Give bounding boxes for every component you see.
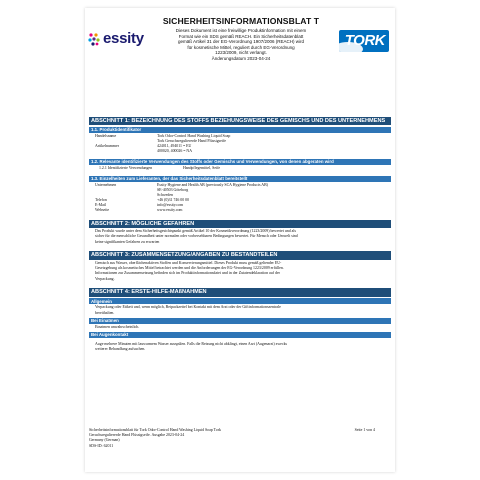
row-label: 1.2.1 Identifizierte Verwendungen (99, 166, 153, 171)
subtitle-line: gemäß Artikel 31 der EG-Verordnung 1907/2006 (REACH) wird (177, 39, 305, 45)
row-label: Webseite (95, 208, 110, 213)
subsection-1-2-heading: 1.2. Relevante identifizierte Verwendungen des Stoffs oder Gemischs und Verwendungen, von denen abgeraten wird (89, 159, 391, 165)
text-line: sicher für die menschliche Gesundheit unter normalen oder vorhersehbaren Bedingungen bewertet. Für Mensch oder Umwelt sind (95, 234, 298, 239)
text-line: bereithalten. (95, 310, 115, 315)
section-3-text (89, 260, 391, 283)
row-label: Handelsname (95, 134, 117, 139)
subsection-1-3-heading: 1.3. Einzelheiten zum Lieferanten, der das Sicherheitsdatenblatt bereitstellt (89, 176, 391, 182)
section-4-heading: ABSCHNITT 4: ERSTE-HILFE-MAßNAHMEN (89, 288, 391, 296)
text-line: Einatmen unwahrscheinlich. (95, 324, 140, 329)
text-line: keine signifikanten Gefahren zu erwarten (95, 239, 160, 244)
row-value: 424011, 494011 = EU (157, 144, 192, 149)
section-2-text (89, 228, 391, 245)
revision-date: Änderungsdatum 2023-04-24 (211, 55, 271, 61)
row-value: +46 (0)31 746 00 00 (157, 198, 190, 203)
row-value: Essity Hygiene and Health AB (previously SCA Hygiene Products AB) (157, 182, 268, 187)
tork-logo (339, 30, 389, 52)
section-3-heading: ABSCHNITT 3: ZUSAMMENSETZUNG/ANGABEN ZU BESTANDTEILEN (89, 251, 391, 259)
text-line: Informationen zur Zusammensetzung befinden sich im Produktinformationsdatei und in der Zutatendeklaration auf der (95, 271, 280, 276)
document-header (85, 8, 395, 114)
info-row (89, 149, 391, 154)
row-value: Schweden (157, 193, 173, 198)
document-subtitle (153, 28, 329, 62)
subtitle-line: für kosmetische Mittel, reguliert durch EG-Verordnung (187, 44, 295, 50)
text-line: Auge mehrere Minuten mit lauwarmem Wasser ausspülen. Falls die Reizung nicht abklingt, einen Arzt (Augenarzt) zwecks (95, 341, 288, 346)
row-value: SE-40503 Göteborg (157, 188, 189, 193)
section-3 (89, 245, 391, 282)
document-footer (89, 428, 391, 449)
row-label: Artikelnummer (95, 144, 119, 149)
row-value: Tork Odor-Control Hand Washing Liquid Soap (157, 134, 231, 139)
essity-logo (87, 30, 144, 47)
row-label: E-Mail (95, 203, 107, 208)
subsection-1-1-heading: 1.1. Produktidentifikator (89, 127, 391, 133)
general-heading: Allgemein (89, 298, 391, 304)
footer-line: Sicherheitsinformationsblatt für Tork Odor-Control Hand Washing Liquid Soap Tork (89, 428, 221, 432)
section-4 (89, 282, 391, 353)
row-value: 400020, 400026 = NA (157, 149, 193, 154)
eye-contact-text (89, 338, 391, 353)
row-label: Telefon (95, 198, 107, 203)
essity-wordmark: essity (103, 30, 144, 47)
inhalation-heading: Bei Einatmen (89, 318, 391, 324)
subsection-1-2-rows (89, 166, 391, 171)
text-line: weiterer Behandlung aufsuchen. (95, 347, 146, 352)
text-line: Das Produkt wurde unter dem Sicherheitsgesichtspunkt gemäß Artikel 10 der Kosmetikverordnung (1223/2009) bewertet und als (95, 228, 296, 233)
section-2-heading: ABSCHNITT 2: MÖGLICHE GEFAHREN (89, 220, 391, 228)
info-row (89, 166, 391, 171)
document-page (85, 8, 395, 472)
row-label (89, 149, 157, 154)
row-label: Unternehmen (95, 182, 117, 187)
general-text (89, 304, 391, 316)
eye-contact-heading: Bei Augenkontakt (89, 332, 391, 338)
subtitle-line: Format wie ein SDS gemäß REACH. Ein Sicherheitsdatenblatt (178, 33, 304, 39)
subtitle-line: 1223/2009, nicht verlangt. (215, 50, 267, 56)
document-title: SICHERHEITSINFORMATIONSBLAT T (162, 16, 320, 26)
section-1 (89, 117, 391, 214)
info-row (89, 208, 391, 213)
footer-line: Germany (German) (89, 438, 120, 443)
inhalation-text (89, 324, 391, 330)
section-1-heading: ABSCHNITT 1: BEZEICHNUNG DES STOFFS BEZIEHUNGSWEISE DES GEMISCHS UND DES UNTERNEHMENS (89, 117, 391, 125)
page-number: Seite 1 von 4 (354, 428, 375, 432)
tork-wordmark: TORK (344, 32, 385, 49)
section-2 (89, 214, 391, 246)
row-value: Tork Geruchsreguliererde Hand Flüssigseife (157, 139, 226, 144)
subtitle-line: Dieses Dokument ist eine freiwillige Produktinformation mit einem (175, 28, 307, 33)
footer-line: Geruchsreguliererde Hand Flüssigseife. Ausgabe 2023-04-24 (89, 433, 185, 438)
subsection-1-3-rows (89, 183, 391, 214)
header-center (153, 16, 329, 62)
text-line: Verpackung. (95, 276, 115, 281)
text-line: Verpackung oder Etikett und, wenn möglich, Beipackzettel bei Kontakt mit dem Arzt oder der Giftinformationszentrale (95, 305, 281, 310)
subsection-1-1-rows (89, 134, 391, 154)
text-line: Gemisch aus Wasser, oberflächenaktiven Stoffen und Konservierungsmittel. Dieses Produkt muss gemäß geltender EU- (95, 260, 282, 265)
text-line: Gesetzgebung als kosmetisches Mittel betrachtet werden und die Anforderungen der EG-Verordnung 1223/2009 erfüllen. (95, 265, 284, 270)
essity-mark-icon (87, 32, 101, 46)
footer-line: SDS-ID: 62011 (89, 443, 114, 448)
website-link[interactable]: www.essity.com (157, 208, 183, 213)
email-link[interactable]: info@essity.com (157, 203, 184, 208)
row-value: Handpflegemittel, Seife (183, 166, 221, 171)
